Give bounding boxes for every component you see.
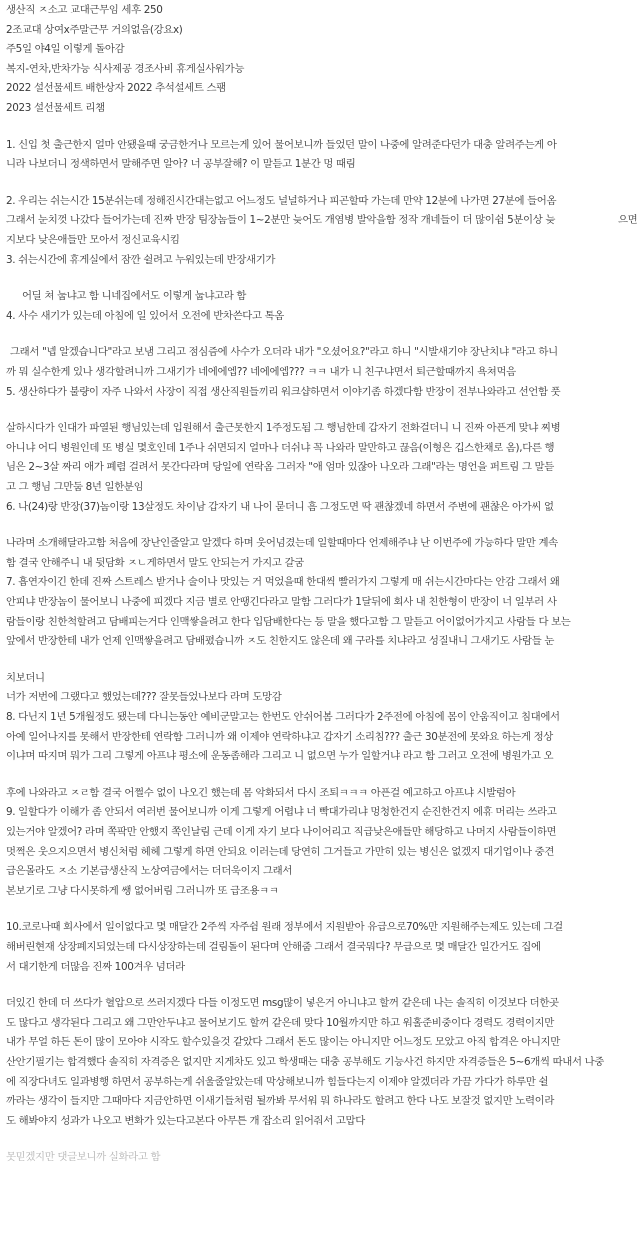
paragraph-line: 멋쩍은 웃으지으면서 병신처럼 헤헤 그렇게 하면 안되요 이러는데 당연히 그거들고 가만히 있는 병신은 없겠지 대기업이나 중견 [6,845,555,858]
header-line: 2조교대 상여x주말근무 거의없음(강요x) [6,23,183,36]
paragraph-line: 살하시다가 인대가 파열된 행님있는데 입원해서 출근못한지 1주정도됨 그 행님한데 갑자기 전화걸더니 니 진짜 아픈게 맞냐 찌병 [6,422,561,435]
paragraph-line: 아니냐 어디 병원인데 또 병실 몇호인데 1주나 쉬면되지 얼마나 더쉬냐 꼭 나와라 말만하고 끊음(이형은 깁스한채로 옴),다른 행 [6,441,555,454]
paragraph-line: 치보더니 [6,671,45,684]
paragraph-line: 급은몰라도 ㅈ소 기본급생산직 노상여금에서는 더더욱이지 그래서 [6,865,293,878]
closing-line: 내가 무얼 하든 돈이 많이 모아야 시작도 할수있을것 같았다 그래서 돈도 많이는 아니지만 어느정도 모았고 아직 합격은 아니지만 [6,1036,560,1049]
footer-note: 못믿겠지만 댓글보니까 실화라고 함 [6,1151,161,1164]
header-line: 생산직 ㅈ소고 교대근무임 세후 250 [6,4,163,16]
paragraph-line: 후에 나와라고 ㅈㄹ함 결국 어쩔수 없이 나오긴 했는데 몸 악화되서 다시 조퇴ㅋㅋㅋ 아픈걸 예고하고 아프냐 시발럼아 [6,786,516,799]
paragraph-line: 5. 생산하다가 불량이 자주 나와서 사장이 직접 생산직원들끼리 워크샵하면서 이야기좀 하겠다함 반장이 전부나와라고 선언함 풋 [6,385,561,398]
paragraph-line: 안피냐 반장놈이 물어보니 나중에 피겠다 지금 별로 안땡긴다라고 말함 그러다가 1달뒤에 회사 내 친한형이 반장이 너 일부러 사 [6,596,557,608]
closing-line: 까라는 생각이 들지만 그때마다 지금안하면 이새기들처럼 될까봐 무서워 뭐 하나라도 할려고 한다 나도 보잘것 없지만 노력이라 [6,1095,555,1108]
paragraph-line: 아예 일어나지를 못해서 반장한테 연락함 그러니까 왜 이제야 연락하냐고 갑자기 소리침??? 출근 30분전에 못와요 하는게 정상 [6,730,553,743]
paragraph-line: 1. 신입 첫 출근한지 얼마 안됐을때 궁금한거나 모르는게 있어 물어보니까 들었던 말이 나중에 알려준다던가 대충 알려주는게 아 [6,138,557,151]
header-line: 2022 설선물세트 배한상자 2022 추석설세트 스팸 [6,82,226,95]
paragraph-line: 님은 2~3살 짜리 애가 폐렴 걸려서 못간다라며 당일에 연락옴 그러자 "애 엄마 있잖아 나오라 그래"라는 명언을 퍼트림 그 말듣 [6,461,554,474]
paragraph-line: 어딜 쳐 눕냐고 함 니네집에서도 이렇게 눕냐고라 함 [22,290,247,303]
paragraph-line: 8. 다닌지 1년 5개월정도 됐는데 다니는동안 예비군말고는 한번도 안쉬어봄 그러다가 2주전에 아침에 몸이 안움직이고 침대에서 [6,711,560,723]
paragraph-line: 나라며 소개해달라고함 처음에 장난인줄알고 알겠다 하며 웃어넘겼는데 일할때마다 언제해주냐 난 이번주에 가능하다 말만 계속 [6,537,558,550]
paragraph-line: 서 대기한게 더많음 진짜 100겨우 넘더라 [6,960,185,973]
paragraph-line-tail: 으면 [618,214,638,227]
paragraph-line: 그래서 "넵 알겠습니다"라고 보냄 그리고 점심즘에 사수가 오더라 내가 "오셨어요?"라고 하니 "시발새기야 장난치냐 "라고 하니 [10,346,558,359]
paragraph-line: 해버린현재 상장폐지되었는데 다시상장하는데 걸림돌이 된다며 안해줌 그래서 결국뭐다? 무급으로 몇 매달간 일간거도 집에 [6,941,541,953]
paragraph-line: 4. 사수 새기가 있는데 아침에 일 있어서 오전에 반차쓴다고 톡옴 [6,309,284,322]
paragraph-line: 람들이랑 친한척할려고 담배피는거다 인맥쌓을려고 한다 입담배한다는 등 말을 했다고함 그 말듣고 어이없어가지고 사람들 다 보는 [6,615,571,628]
closing-line: 도 많다고 생각된다 그리고 왜 그만안두냐고 물어보기도 할꺼 같은데 맞다 10월까지만 하고 워홀준비중이다 경력도 경력이지만 [6,1016,554,1029]
paragraph-line: 앞에서 반장한테 내가 언제 인맥쌓을려고 담배폈습니까 ㅈ도 친한지도 않은데 왜 구라를 치냐라고 성질내니 그새기도 사람들 눈 [6,635,555,648]
paragraph-line: 그래서 눈치껏 나갔다 들어가는데 진짜 반장 팀장놈들이 1~2분만 늦어도 개염병 발악을함 정작 개네들이 더 많이쉼 5분이상 늦 [6,214,556,227]
header-line: 주5일 야4일 이렇게 돌아감 [6,43,125,56]
paragraph-line: 본보기로 그냥 다시못하게 쌩 없어버림 그러니까 또 급조용ㅋㅋ [6,884,279,897]
paragraph-line: 있는거야 알겠어? 라며 쪽팍만 안했지 쪽인날림 근데 이게 자기 보다 나이어리고 직급낮은애들만 해당하고 나머지 사람들이하면 [6,826,557,838]
header-line: 2023 설선물세트 리챔 [6,102,105,114]
paragraph-line: 7. 흡연자이긴 한데 진짜 스트레스 받거나 술이나 맛있는 거 먹었을때 한대씩 빨러가지 그렇게 매 쉬는시간마다는 안감 그래서 왜 [6,576,560,589]
paragraph-line: 6. 나(24)랑 반장(37)놈이랑 13살정도 차이남 갑자기 내 나이 묻더니 흠 그정도면 딱 괜찮겠네 하면서 주변에 괜찮은 아가씨 없 [6,500,554,513]
paragraph-line: 9. 일할다가 이해가 좀 안되서 여러번 물어보니까 이게 그렇게 어렵냐 너 빡대가리냐 멍청한건지 순진한건지 에휴 머리는 쓰라고 [6,806,557,819]
paragraph-line: 10.코로나때 회사에서 일이없다고 몇 매달간 2주씩 자주쉼 원래 정부에서 지원받아 유급으로70%만 지원해주는제도 있는데 그걸 [6,921,563,934]
closing-line: 에 직장다녀도 일과병행 하면서 공부하는게 쉬울줄알았는데 막상해보니까 힘들다는지 이제야 알겠더라 가끔 가다가 하루만 쉴 [6,1075,549,1088]
header-line: 복지-연차,반차가능 식사제공 경조사비 휴게실사워가능 [6,62,245,75]
paragraph-line: 이냐며 따지며 뭐가 그리 그렇게 아프냐 평소에 운동좀해라 그리고 니 없으면 누가 일할거냐 라고 함 그러고 오전에 병원가고 오 [6,750,554,763]
paragraph-line: 너가 저번에 그랬다고 했었는데??? 잘못들었나보다 라며 도망감 [6,691,282,704]
closing-line: 더있긴 한데 더 쓰다가 혈압으로 쓰러지겠다 다들 이정도면 msg많이 넣은거 아니냐고 할꺼 같은데 나는 솔직히 이것보다 더한곳 [6,997,559,1010]
paragraph-line: 함 결국 안해주니 내 뒷담화 ㅈㄴ게하면서 말도 안되는거 가지고 갈굼 [6,556,304,569]
paragraph-line: 까 뭐 실수한게 있나 생각할려니까 그새기가 네에에엡?? 네에에엡??? ㅋㅋ 내가 니 친구냐면서 퇴근할때까지 욕쳐먹음 [6,366,516,378]
paragraph-line: 3. 쉬는시간에 휴게실에서 잠깐 쉴려고 누워있는데 반장새기가 [6,253,276,266]
paragraph-line: 니라 나보더니 정색하면서 말해주면 알아? 너 공부잘해? 이 말듣고 1분간 멍 때림 [6,158,356,171]
paragraph-line: 지보다 낮은애들만 모아서 정신교육시킴 [6,234,180,246]
closing-line: 산안기필기는 합격했다 솔직히 자격증은 없지만 지게차도 있고 학생때는 대충 공부해도 기능사건 하지만 자격증들은 5~6개씩 따내서 나중 [6,1056,604,1068]
closing-line: 도 해봐야지 성과가 나오고 변화가 있는다고본다 아무튼 개 잡소리 읽어줘서 고맙다 [6,1114,365,1127]
paragraph-line: 2. 우리는 쉬는시간 15분쉬는데 정해진시간대는없고 어느정도 널널하거나 피곤할따 가는데 만약 12분에 나가면 27분에 들어옴 [6,194,557,207]
paragraph-line: 고 그 행님 그만둠 8년 일한분임 [6,481,144,493]
